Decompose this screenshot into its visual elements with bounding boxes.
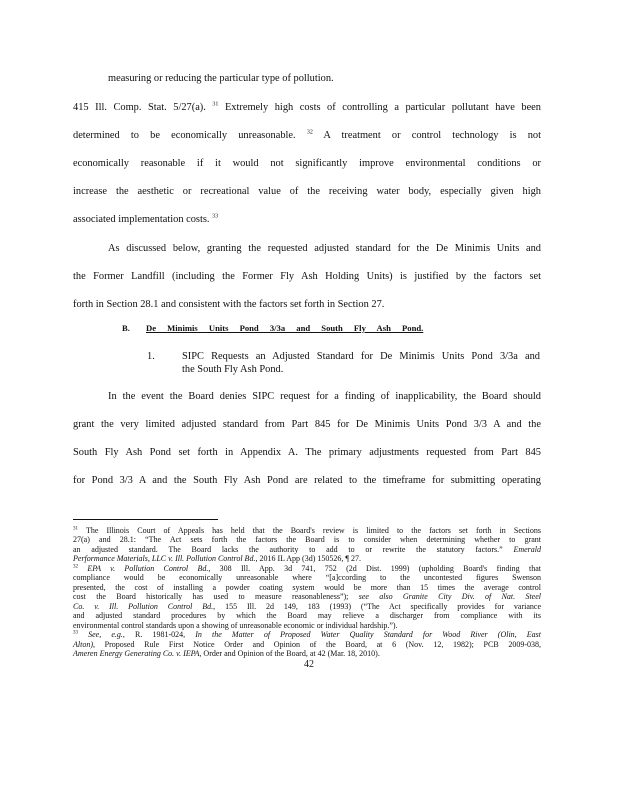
body-line: 415 Ill. Comp. Stat. 5/27(a). $^{31}$ Extremely high costs of controlling a particular pollutant have been (73, 101, 541, 113)
footnote-line: 27(a) and 28.1: “The Act sets forth the factors the Board is to consider when determining whether to grant (73, 535, 541, 544)
footnote-33: $^{33}$ See, e.g., R. 1981-024, In the Matter of Proposed Water Quality Standard for Wood River (Olin, East (73, 630, 542, 639)
body-line: increase the aesthetic or recreational value of the receiving water body, especially given high (73, 186, 541, 197)
body-line: measuring or reducing the particular type of pollution. (108, 73, 334, 84)
footnote-ref: 31 (212, 101, 219, 108)
footnote-line: compliance would be economically unreasonable where “[a]ccording to the uncontested figures Swenson (73, 573, 541, 582)
footnote-separator (73, 519, 218, 520)
footnote-line: Ameren Energy Generating Co. v. IEPA, Order and Opinion of the Board, at 42 (Mar. 18, 2010). (73, 649, 380, 658)
footnote-line: Performance Materials, LLC v. Ill. Pollution Control Bd., 2016 IL App (3d) 150526, ¶ 27. (73, 554, 361, 563)
subsection-title-line: the South Fly Ash Pond. (182, 364, 284, 375)
body-line: the Former Landfill (including the Former Fly Ash Holding Units) is justified by the factors set (73, 271, 541, 282)
body-line: determined to be economically unreasonable. $^{32}$ A treatment or control technology is not (73, 129, 542, 141)
footnote-line: an adjusted standard. The Board lacks the authority to add to or rewrite the statutory factors.” Emerald (73, 545, 542, 554)
body-line: forth in Section 28.1 and consistent with the factors set forth in Section 27. (73, 299, 385, 310)
footnote-32: $^{32}$ EPA v. Pollution Control Bd., 308 Ill. App. 3d 741, 752 (2d Dist. 1999) (upholding Board's finding that (73, 564, 542, 573)
footnote-line: presented, the cost of installing a powder coating system would be more than 15 times the average control (73, 583, 541, 592)
footnote-line: and adjusted standard procedures by which the Board may relieve a discharger from compliance with its (73, 611, 541, 620)
footnote-line: cost the Board historically has used to measure reasonableness”); see also Granite City Div. of Nat. Steel (73, 592, 542, 601)
body-line: economically reasonable if it would not significantly improve environmental conditions or (73, 158, 541, 169)
body-line: South Fly Ash Pond set forth in Appendix A. The primary adjustments requested from Part 845 (73, 447, 541, 458)
body-line: grant the very limited adjusted standard from Part 845 for De Minimis Units Pond 3/3 A and the (73, 419, 541, 430)
page-number: 42 (304, 659, 314, 670)
footnote-line: environmental control standards upon a showing of unreasonable economic or individual hardship.”). (73, 621, 398, 630)
body-line: for Pond 3/3 A and the South Fly Ash Pond are related to the timeframe for submitting operating (73, 475, 541, 486)
section-heading (122, 323, 423, 333)
body-line: As discussed below, granting the requested adjusted standard for the De Minimis Units and (108, 243, 541, 254)
section-title: De Minimis Units Pond 3/3a and South Fly Ash Pond. (146, 323, 424, 333)
body-line: In the event the Board denies SIPC request for a finding of inapplicability, the Board should (108, 391, 541, 402)
body-line: associated implementation costs. $^{33}$ (73, 213, 219, 225)
subsection-title-line: SIPC Requests an Adjusted Standard for De Minimis Units Pond 3/3a and (182, 351, 540, 362)
subsection-number: 1. (147, 351, 155, 362)
footnote-ref: 33 (212, 213, 219, 220)
footnote-line: Co. v. Ill. Pollution Control Bd., 155 Ill. 2d 149, 183 (1993) (“The Act specifically provides for variance (73, 602, 541, 611)
footnote-ref: 32 (306, 129, 313, 136)
section-letter: B. (122, 323, 130, 333)
footnote-line: Alton), Proposed Rule First Notice Order and Opinion of the Board, at 6 (Nov. 12, 1982); PCB 2009-038, (73, 640, 541, 649)
footnote-31: $^{31}$ The Illinois Court of Appeals has held that the Board's review is limited to the factors set forth in Sections (73, 526, 542, 535)
